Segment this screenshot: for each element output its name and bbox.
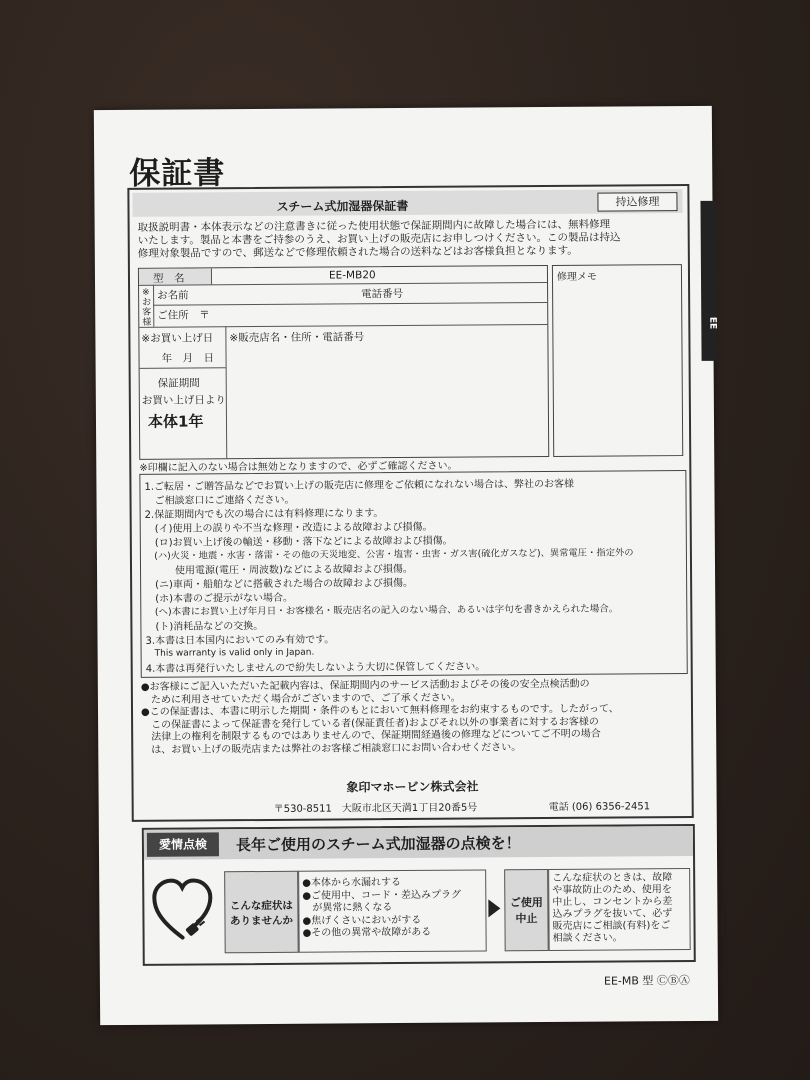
condition-line: 3.本書は日本国内においてのみ有効です。 xyxy=(145,634,335,647)
advice-text xyxy=(548,868,691,951)
page-title: 保証書 xyxy=(129,155,226,192)
model-value: EE-MB20 xyxy=(328,269,376,282)
stop-use-box xyxy=(504,869,549,951)
inspection-heading: 長年ご使用のスチーム式加湿器の点検を！ xyxy=(235,834,521,855)
inspection-header-bar xyxy=(144,826,693,860)
advice-line: 中止し、コンセントから差 xyxy=(552,896,673,908)
store-label: ※販売店名・住所・電話番号 xyxy=(229,331,365,345)
intro-line: 修理対象製品ですので、郵送などで修理依頼された場合の送料などはお客様負担となります。 xyxy=(137,244,578,260)
footnote-line: ●お客様にご記入いただいた記載内容は、保証期間内のサービス活動およびその後の安全点検活動の xyxy=(140,678,590,693)
condition-line: 4.本書は再発行いたしませんので紛失しないよう大切に保管してください。 xyxy=(145,661,486,675)
symptom-question-line: ありませんか xyxy=(229,914,294,928)
symptom-list xyxy=(298,869,487,952)
side-index-tab xyxy=(700,201,717,361)
warranty-page xyxy=(94,106,718,1025)
condition-line: (イ)使用上の誤りや不当な修理・改造による故障および損傷。 xyxy=(144,521,433,535)
heart-plug-icon xyxy=(148,867,217,955)
period-from: お買い上げ日より xyxy=(141,394,226,407)
stamp-note: ※印欄に記入のない場合は無効となりますので、必ずご確認ください。 xyxy=(139,460,458,474)
warranty-footnotes xyxy=(141,678,687,757)
condition-line: 1.ご転居・ご贈答品などでお買い上げの販売店に修理をご依頼になれない場合は、弊社のお客様 xyxy=(144,478,575,493)
arrow-right-icon xyxy=(488,899,500,917)
advice-line: 相談ください。 xyxy=(552,932,623,944)
footnote-line: は、お買い上げの販売店または弊社のお客様ご相談窓口にお問い合わせください。 xyxy=(141,741,522,756)
condition-line: (ロ)お買い上げ後の輸送・移動・落下などによる故障および損傷。 xyxy=(144,535,453,549)
intro-line: いたします。製品と本書をご持参のうえ、お買い上げの販売店にお申しつけください。この製品は持込 xyxy=(137,231,621,247)
symptom-item: ●本体から水漏れする xyxy=(302,877,401,889)
company-address: 〒530-8511 大阪市北区天満1丁目20番5号 xyxy=(273,802,478,815)
inspection-box xyxy=(142,824,696,966)
repair-type-badge: 持込修理 xyxy=(597,192,677,212)
warranty-heading: スチーム式加湿器保証書 xyxy=(276,198,409,214)
warranty-conditions xyxy=(139,470,687,678)
symptom-item: ●焦げくさいにおいがする xyxy=(302,914,422,927)
purchase-date-label: ※お買い上げ日 xyxy=(141,332,214,345)
inspection-tag: 愛情点検 xyxy=(147,832,219,857)
phone-label: 電話番号 xyxy=(361,288,404,301)
condition-line: (ヘ)本書にお買い上げ年月日・お客様名・販売店名の記入のない場合、あるいは字句を書きかえられた場合。 xyxy=(145,603,619,618)
stop-use-line: ご使用 xyxy=(509,896,543,910)
condition-line: (ト)消耗品などの交換。 xyxy=(145,620,264,633)
period-label: 保証期間 xyxy=(157,377,200,390)
stop-use-line: 中止 xyxy=(515,912,538,926)
name-label: お名前 xyxy=(157,289,189,302)
symptom-item: が異常に熱くなる xyxy=(302,902,393,914)
model-label: 型 名 xyxy=(152,272,185,285)
advice-line: 込みプラグを抜いて、必ず xyxy=(552,908,673,920)
purchase-date-units: 年 月 日 xyxy=(161,352,215,365)
advice-line: 販売店にご相談(有料)をご xyxy=(552,920,671,932)
address-label: ご住所 〒 xyxy=(157,309,210,322)
intro-line: 取扱説明書・本体表示などの注意書きに従った使用状態で保証期間内に故障した場合には、無料修理 xyxy=(137,218,611,234)
model-footer: EE-MB 型 ⒸⒷⒶ xyxy=(603,974,690,988)
condition-line: This warranty is valid only in Japan. xyxy=(145,647,315,659)
symptom-question-line: こんな症状は xyxy=(229,899,293,913)
repair-memo-box xyxy=(552,264,683,457)
condition-line: 2.保証期間内でも次の場合には有料修理になります。 xyxy=(144,508,384,521)
condition-line: 使用電源(電圧・周波数)などによる故障および損傷。 xyxy=(144,563,413,577)
symptom-item: ●ご使用中、コード・差込みプラグ xyxy=(302,889,462,902)
warranty-header-bar xyxy=(132,189,682,217)
symptom-question xyxy=(224,871,299,954)
footnote-line: この保証書によって保証書を発行している者(保証責任者)およびそれ以外の事業者に対するお客様の xyxy=(141,716,599,731)
footnote-line: ●この保証書は、本書に明示した期間・条件のもとにおいて無料修理をお約束するものです。したがって、 xyxy=(140,703,619,718)
company-phone: 電話 (06) 6356-2451 xyxy=(548,801,651,814)
warranty-card xyxy=(127,184,693,822)
memo-label: 修理メモ xyxy=(556,271,598,283)
registration-table xyxy=(138,265,549,460)
side-tab-label: EE xyxy=(707,316,718,330)
footnote-line: ために利用させていただく場合がございますので、ご了承ください。 xyxy=(140,692,461,706)
advice-line: こんな症状のときは、故障 xyxy=(552,872,673,884)
condition-line: ご相談窓口にご連絡ください。 xyxy=(144,494,295,507)
condition-line: (ホ)本書のご提示がない場合。 xyxy=(145,592,294,605)
condition-line: (ハ)火災・地震・水害・落雷・その他の天災地変、公害・塩害・虫害・ガス害(硫化ガスなど)、異常電圧・指定外の xyxy=(144,547,634,562)
period-value: 本体1年 xyxy=(147,412,204,431)
condition-line: (ニ)車両・船舶などに搭載された場合の故障および損傷。 xyxy=(145,577,413,591)
symptom-item: ●その他の異常や故障がある xyxy=(302,926,432,939)
company-name: 象印マホービン株式会社 xyxy=(346,779,479,795)
footnote-line: 法律上の権利を制限するものではありませんので、保証期間経過後の修理などについてご不明の場合 xyxy=(141,728,601,743)
warranty-intro xyxy=(138,218,683,261)
advice-line: や事故防止のため、使用を xyxy=(552,884,672,896)
customer-label: ※お客様 xyxy=(142,287,152,328)
